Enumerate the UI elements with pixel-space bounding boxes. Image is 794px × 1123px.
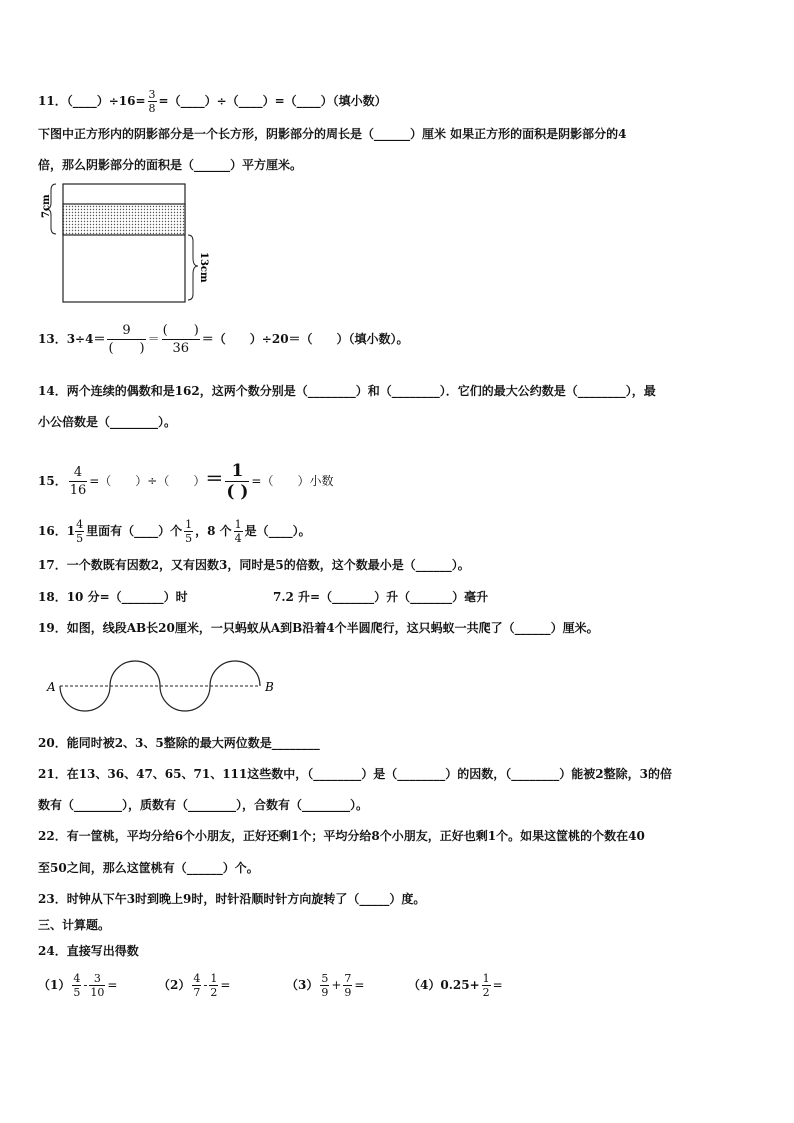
q15-text-2: =（ ）小数	[251, 474, 334, 488]
point-a-label: A	[47, 680, 56, 694]
question-22-line-2: 至50之间，那么这筐桃有（______）个。	[38, 861, 259, 875]
question-21-line-2: 数有（________），质数有（________），合数有（________）。	[38, 798, 369, 812]
question-18-part-2: 7.2 升=（_______）升（_______）毫升	[273, 590, 489, 604]
fraction: $\frac{4}{5}$	[73, 972, 81, 999]
label-13cm: 13cm	[198, 252, 209, 283]
fraction: $\frac{1}{5}$	[185, 518, 193, 545]
fraction: $\frac{5}{9}$	[321, 972, 329, 999]
q11-number: 11．	[38, 94, 67, 108]
q15-text-1: =（ ）÷（ ）	[89, 474, 206, 488]
q13-text-1: 3÷4＝	[66, 332, 106, 346]
label-7cm: 7cm	[41, 194, 52, 218]
q16-text-2: ，8 个	[195, 524, 232, 538]
question-16	[38, 518, 311, 545]
fraction: $\frac{1}{4}$	[234, 518, 242, 545]
section-3-heading: 三、计算题。	[38, 918, 111, 932]
question-21-line-1: 21．在13、36、47、65、71、111这些数中，（________）是（________）的因数，（________）能被2整除，3的倍	[38, 767, 672, 781]
q13-number: 13．	[38, 332, 67, 346]
square-shaded-diagram	[38, 178, 218, 304]
q16-text-3: 是（____）。	[244, 524, 311, 538]
q16-number: 16．	[38, 524, 67, 538]
fraction: $\frac{1}{2}$	[482, 972, 490, 999]
question-14-line-1: 14．两个连续的偶数和是162，这两个数分别是（________）和（________）．它们的最大公约数是（________），最	[38, 384, 656, 398]
question-14-line-2: 小公倍数是（________）。	[38, 415, 177, 429]
calc-item-2: （2） $\frac{4}{7}$ - $\frac{1}{2}$ =	[158, 972, 231, 999]
fraction: $\frac{( )}{36}$	[162, 323, 199, 356]
fraction: $\frac{3}{10}$	[90, 972, 105, 999]
question-24-title: 24．直接写出得数	[38, 944, 139, 958]
fraction: $\frac{7}{9}$	[344, 972, 352, 999]
question-20: 20．能同时被2、3、5整除的最大两位数是________	[38, 736, 320, 750]
question-13: 13．3÷4＝ $\frac{9}{( )}$ ＝ $\frac{( )}{36}$ ＝（ ）÷20＝（ ）（填小数）。	[38, 323, 409, 356]
calc-item-4: （4）0.25+ $\frac{1}{2}$ =	[408, 972, 503, 999]
semicircle-path-diagram	[38, 655, 298, 721]
q11-text-1: （____）÷16=	[66, 94, 146, 108]
question-22-line-1: 22．有一筐桃，平均分给6个小朋友，正好还剩1个；平均分给8个小朋友，正好也剩1个。如果这筐桃的个数在40	[38, 829, 645, 843]
question-12-line-2: 倍，那么阴影部分的面积是（______）平方厘米。	[38, 158, 303, 172]
question-15: 15． $\frac{4}{16}$ =（ ）÷（ ）＝ $\frac{1}{( )}$ =（ ）小数	[38, 461, 334, 502]
question-17: 17．一个数既有因数2，又有因数3，同时是5的倍数，这个数最小是（______）。	[38, 558, 470, 572]
question-11	[38, 88, 387, 115]
question-23: 23．时钟从下午3时到晚上9时，时针沿顺时针方向旋转了（_____）度。	[38, 892, 426, 906]
q11-text-2: =（____）÷（____）=（____）（填小数）	[158, 94, 387, 108]
q13-text-2: ＝（ ）÷20＝（ ）（填小数）。	[201, 332, 409, 346]
point-b-label: B	[265, 680, 274, 694]
question-19: 19．如图，线段AB长20厘米，一只蚂蚁从A到B沿着4个半圆爬行，这只蚂蚁一共爬了（______）厘米。	[38, 621, 599, 635]
calc-item-1: （1） $\frac{4}{5}$ - $\frac{3}{10}$ =	[38, 972, 118, 999]
fraction: $\frac{9}{( )}$	[108, 323, 145, 356]
brace-13cm	[188, 235, 198, 300]
mixed-number: 1 $\frac{4}{5}$	[66, 518, 84, 545]
fraction: $\frac{4}{16}$	[69, 465, 87, 498]
shaded-rectangle	[63, 204, 185, 235]
q16-text-1: 里面有（____）个	[86, 524, 183, 538]
square-outline	[63, 184, 185, 302]
fraction: $\frac{1}{( )}$	[226, 461, 249, 502]
question-12-line-1: 下图中正方形内的阴影部分是一个长方形，阴影部分的周长是（______）厘米 如果正方形的面积是阴影部分的4	[38, 127, 627, 141]
calc-item-3: （3） $\frac{5}{9}$ + $\frac{7}{9}$ =	[286, 972, 365, 999]
fraction: $\frac{1}{2}$	[210, 972, 218, 999]
question-18-part-1: 18．10 分=（_______）时	[38, 590, 188, 604]
fraction: $\frac{3}{8}$	[148, 88, 156, 115]
q15-number: 15．	[38, 474, 67, 488]
fraction: $\frac{4}{7}$	[193, 972, 201, 999]
